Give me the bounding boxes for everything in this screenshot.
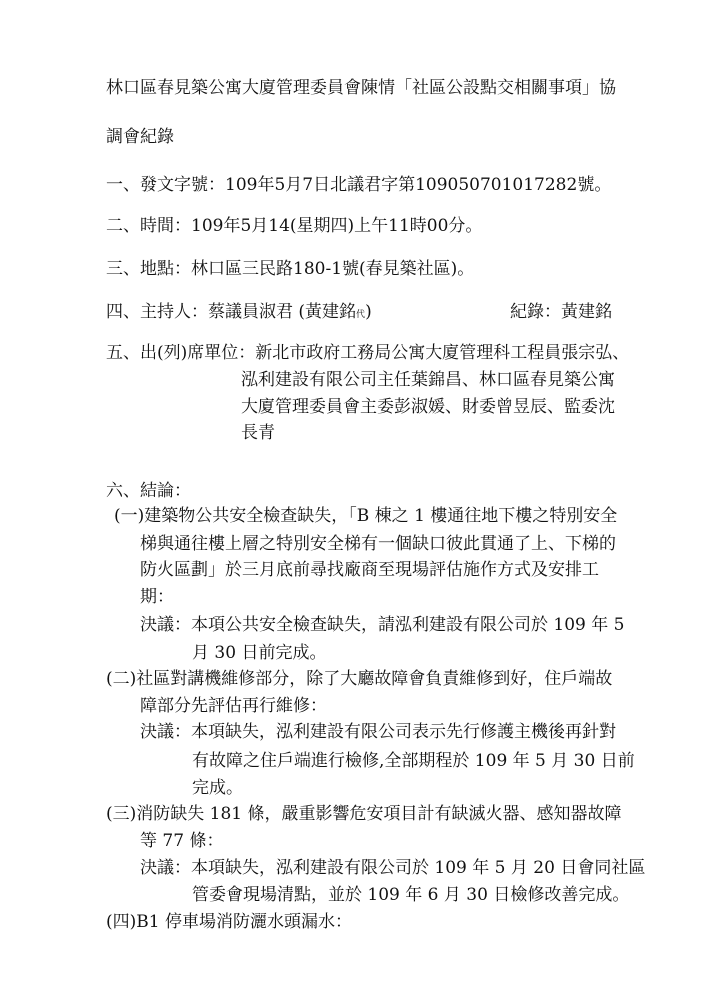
section-4-line-1: (四)B1 停車場消防灑水頭漏水： [106,912,352,932]
section-1-line-2: 梯與通往樓上層之特別安全梯有一個缺口彼此貫通了上、下梯的 [140,534,616,554]
section-2-resolution-3: 完成。 [192,778,243,798]
section-1-line-4: 期： [140,587,174,607]
attendees-line-4: 長青 [241,423,275,443]
section-3-resolution-1: 決議：本項缺失，泓利建設有限公司於 109 年 5 月 20 日會同社區 [140,858,646,878]
section-3-resolution-2: 管委會現場清點，並於 109 年 6 月 30 日檢修改善完成。 [192,885,630,905]
section-1-resolution-1: 決議：本項公共安全檢查缺失，請泓利建設有限公司於 109 年 5 [140,615,625,635]
host-text: 四、主持人：蔡議員淑君 (黃建銘 [106,302,357,322]
host-close: ) [365,302,372,322]
conclusion-heading: 六、結論： [106,481,191,501]
section-1-line-3: 防火區劃」於三月底前尋找廠商至現場評估施作方式及安排工 [140,560,599,580]
section-2-resolution-1: 決議：本項缺失，泓利建設有限公司表示先行修護主機後再針對 [140,722,616,742]
meeting-time: 二、時間：109年5月14(星期四)上午11時00分。 [106,216,483,236]
host-proxy-mark: 代 [356,310,366,320]
document-title-line-1: 林口區春見築公寓大廈管理委員會陳情「社區公設點交相關事項」協 [106,78,616,98]
section-2-line-2: 障部分先評估再行維修： [140,696,327,716]
document-title-line-2: 調會紀錄 [106,127,174,147]
attendees-line-3: 大廈管理委員會主委彭淑媛、財委曾昱辰、監委沈 [241,397,615,417]
meeting-host [106,304,372,321]
section-1-line-1: (一)建築物公共安全檢查缺失，「B 棟之 1 樓通往地下樓之特別安全 [114,506,618,526]
section-2-line-1: (二)社區對講機維修部分，除了大廳故障會負責維修到好，住戶端故 [106,669,613,689]
section-1-resolution-2: 月 30 日前完成。 [192,643,327,663]
attendees-line-2: 泓利建設有限公司主任葉錦昌、林口區春見築公寓 [241,370,615,390]
section-3-line-2: 等 77 條： [140,831,224,851]
section-3-line-1: (三)消防缺失 181 條，嚴重影響危安項目計有缺滅火器、感知器故障 [106,804,622,824]
section-2-resolution-2: 有故障之住戶端進行檢修,全部期程於 109 年 5 月 30 日前 [192,751,635,771]
meeting-recorder: 紀錄：黃建銘 [510,302,612,322]
document-number: 一、發文字號：109年5月7日北議君字第109050701017282號。 [106,175,612,195]
attendees-line-1: 五、出(列)席單位：新北市政府工務局公寓大廈管理科工程員張宗弘、 [106,343,630,363]
meeting-place: 三、地點：林口區三民路180-1號(春見築社區)。 [106,259,475,279]
